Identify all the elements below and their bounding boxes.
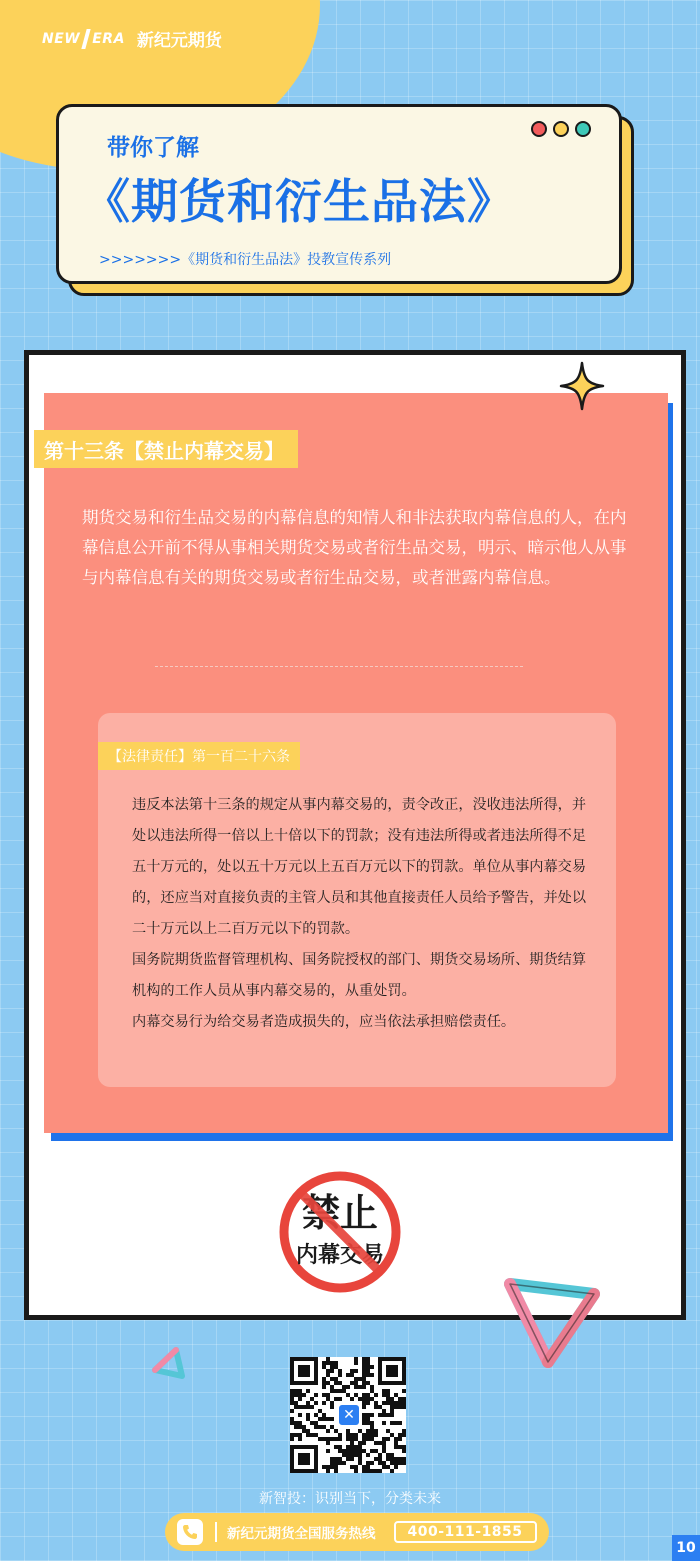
qr-finder-pattern bbox=[290, 1357, 318, 1385]
article-title-tag bbox=[34, 430, 298, 468]
liability-tag: 【法律责任】第一百二十六条 bbox=[98, 742, 300, 770]
qr-finder-pattern bbox=[290, 1445, 318, 1473]
series-subtitle: >>>>>>>《期货和衍生品法》投教宣传系列 bbox=[99, 252, 392, 268]
page-number: 10 bbox=[672, 1535, 700, 1561]
window-dots bbox=[531, 121, 591, 137]
header-kicker: 带你了解 bbox=[107, 135, 199, 161]
badge-line2: 内幕交易 bbox=[295, 1243, 385, 1268]
yellow-dot-icon bbox=[553, 121, 569, 137]
brand-logo bbox=[42, 26, 222, 51]
small-triangle-decoration-icon bbox=[150, 1346, 186, 1382]
liability-paragraph: 违反本法第十三条的规定从事内幕交易的，责令改正，没收违法所得，并处以违法所得一倍以上十倍以下的罚款；没有违法所得或者违法所得不足五十万元的，处以五十万元以上五百万元以下的罚款。单位从事内幕交易的，还应当对直接负责的主管人员和其他直接责任人员给予警告，并处以二十万元以上二百万元以下的罚款。 bbox=[132, 797, 587, 937]
article-title: 第十三条【禁止内幕交易】 bbox=[44, 438, 284, 463]
header-card bbox=[56, 104, 622, 284]
red-dot-icon bbox=[531, 121, 547, 137]
page-title: 《期货和衍生品法》 bbox=[83, 175, 515, 230]
no-insider-trading-badge bbox=[276, 1168, 404, 1296]
liability-paragraph: 内幕交易行为给交易者造成损失的，应当依法承担赔偿责任。 bbox=[132, 1014, 516, 1030]
article-body: 期货交易和衍生品交易的内幕信息的知情人和非法获取内幕信息的人，在内幕信息公开前不得从事相关期货交易或者衍生品交易，明示、暗示他人从事与内幕信息有关的期货交易或者衍生品交易，或者泄露内幕信息。 bbox=[82, 508, 627, 587]
phone-icon bbox=[177, 1519, 203, 1545]
qr-finder-pattern bbox=[378, 1357, 406, 1385]
hotline-bar[interactable] bbox=[165, 1513, 549, 1551]
green-dot-icon bbox=[575, 121, 591, 137]
qr-center-logo-icon: ✕ bbox=[337, 1403, 361, 1427]
logo-mark-right: ERA bbox=[92, 30, 125, 47]
liability-paragraph: 国务院期货监督管理机构、国务院授权的部门、期货交易场所、期货结算机构的工作人员从事内幕交易的，从重处罚。 bbox=[132, 952, 587, 999]
hotline-number[interactable]: 400-111-1855 bbox=[394, 1521, 537, 1543]
logo-mark-left: NEW bbox=[42, 30, 81, 47]
sparkle-icon bbox=[558, 360, 606, 412]
liability-text bbox=[132, 790, 592, 1038]
hotline-label: 新纪元期货全国服务热线 bbox=[227, 1526, 376, 1542]
brand-name: 新纪元期货 bbox=[136, 31, 222, 51]
triangle-decoration-icon bbox=[504, 1276, 600, 1368]
dashed-divider bbox=[155, 666, 523, 667]
hotline-divider bbox=[215, 1522, 217, 1542]
badge-line1: 禁止 bbox=[301, 1191, 379, 1235]
logo-bar-icon bbox=[82, 29, 91, 49]
logo-mark bbox=[42, 29, 125, 49]
slogan: 新智投：识别当下，分类未来 bbox=[259, 1491, 441, 1507]
